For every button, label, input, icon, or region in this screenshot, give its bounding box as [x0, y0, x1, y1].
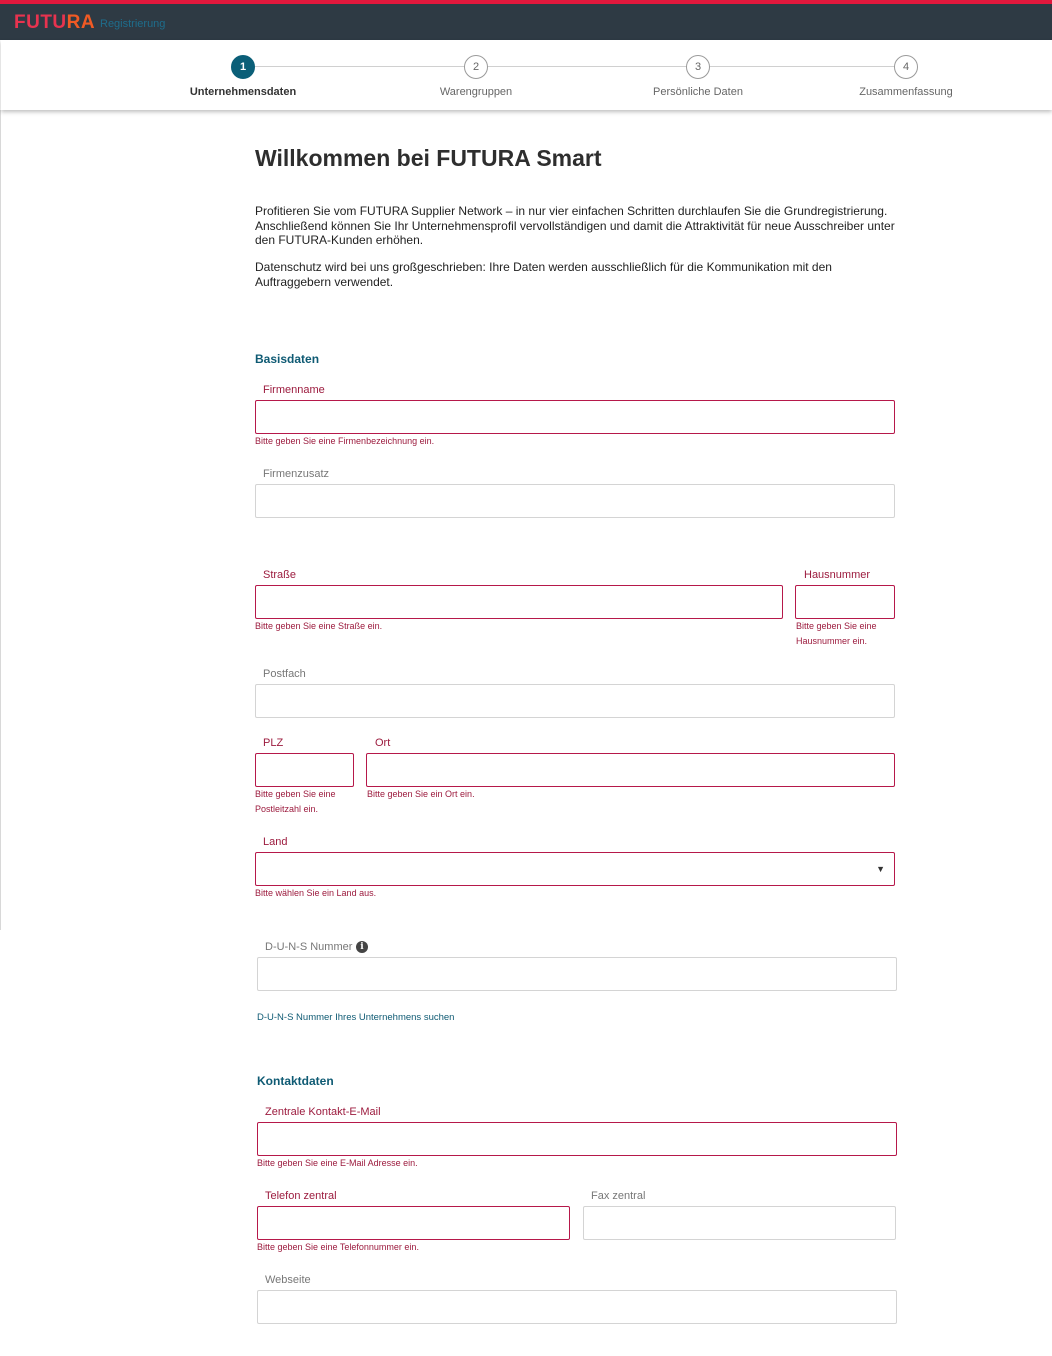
step-number: 4: [894, 55, 918, 79]
step-zusammenfassung[interactable]: [836, 55, 976, 98]
email-label: Zentrale Kontakt-E-Mail: [265, 1106, 381, 1118]
firmenzusatz-label: Firmenzusatz: [263, 468, 330, 480]
intro-text: Profitieren Sie vom FUTURA Supplier Network – in nur vier einfachen Schritten durchlaufen Sie die Grundregistrierung. Anschließend können Sie Ihr Unternehmensprofil vervollständigen und damit die Attraktivität für neue Ausschreiber unter den FUTURA-Kunden erhöhen.: [255, 204, 895, 247]
step-warengruppen[interactable]: [406, 55, 546, 98]
fax-label: Fax zentral: [591, 1190, 646, 1202]
hausnummer-input[interactable]: [795, 585, 895, 619]
firmenzusatz-input[interactable]: [255, 484, 895, 518]
strasse-label: Straße: [263, 569, 297, 581]
section-kontaktdaten: Kontaktdaten: [257, 1074, 334, 1088]
step-label: Zusammenfassung: [859, 86, 953, 98]
postfach-label: Postfach: [263, 668, 306, 680]
app-subtitle: Registrierung: [100, 18, 166, 30]
futura-logo[interactable]: FUTURA: [14, 12, 96, 33]
land-select[interactable]: [255, 852, 895, 886]
ort-label: Ort: [375, 737, 391, 749]
webseite-input[interactable]: [257, 1290, 897, 1324]
ort-error: Bitte geben Sie ein Ort ein.: [367, 789, 475, 799]
fax-input[interactable]: [583, 1206, 896, 1240]
step-number: 1: [231, 55, 255, 79]
email-error: Bitte geben Sie eine E-Mail Adresse ein.: [257, 1158, 418, 1168]
step-number: 2: [464, 55, 488, 79]
hausnummer-label: Hausnummer: [804, 569, 871, 581]
app-header: [0, 4, 1052, 40]
strasse-input[interactable]: [255, 585, 783, 619]
plz-input[interactable]: [255, 753, 354, 787]
step-number: 3: [686, 55, 710, 79]
plz-label: PLZ: [263, 737, 284, 749]
firmenname-error: Bitte geben Sie eine Firmenbezeichnung ein.: [255, 436, 435, 446]
land-error: Bitte wählen Sie ein Land aus.: [255, 888, 377, 898]
strasse-error: Bitte geben Sie eine Straße ein.: [255, 621, 383, 631]
telefon-error: Bitte geben Sie eine Telefonnummer ein.: [257, 1242, 419, 1252]
telefon-input[interactable]: [257, 1206, 570, 1240]
ort-input[interactable]: [366, 753, 895, 787]
duns-input[interactable]: [257, 957, 897, 991]
step-label: Persönliche Daten: [653, 86, 743, 98]
step-unternehmensdaten[interactable]: [173, 55, 313, 98]
dropdown-caret-icon: ▼: [876, 864, 885, 874]
plz-error: Bitte geben Sie eine Postleitzahl ein.: [255, 789, 336, 814]
webseite-label: Webseite: [265, 1274, 311, 1286]
firmenname-label: Firmenname: [263, 384, 325, 396]
telefon-label: Telefon zentral: [265, 1190, 337, 1202]
hausnummer-error: Bitte geben Sie eine Hausnummer ein.: [796, 621, 877, 646]
duns-search-link[interactable]: D-U-N-S Nummer Ihres Unternehmens suchen: [257, 1012, 455, 1023]
privacy-text: Datenschutz wird bei uns großgeschrieben: Ihre Daten werden ausschließlich für die Kommunikation mit den Auftraggebern verwendet.: [255, 260, 832, 289]
stepper-line: [243, 66, 907, 67]
land-label: Land: [263, 836, 288, 848]
step-persoenliche-daten[interactable]: [628, 55, 768, 98]
postfach-input[interactable]: [255, 684, 895, 718]
step-label: Unternehmensdaten: [189, 86, 297, 98]
step-label: Warengruppen: [439, 86, 513, 98]
firmenname-input[interactable]: [255, 400, 895, 434]
info-icon[interactable]: i: [356, 941, 368, 953]
email-input[interactable]: [257, 1122, 897, 1156]
duns-label: D-U-N-S Nummer: [265, 941, 353, 953]
section-basisdaten: Basisdaten: [255, 352, 320, 366]
registration-stepper: [1, 40, 1052, 110]
page-title: Willkommen bei FUTURA Smart: [255, 145, 602, 171]
content-panel-border: [0, 110, 1, 930]
